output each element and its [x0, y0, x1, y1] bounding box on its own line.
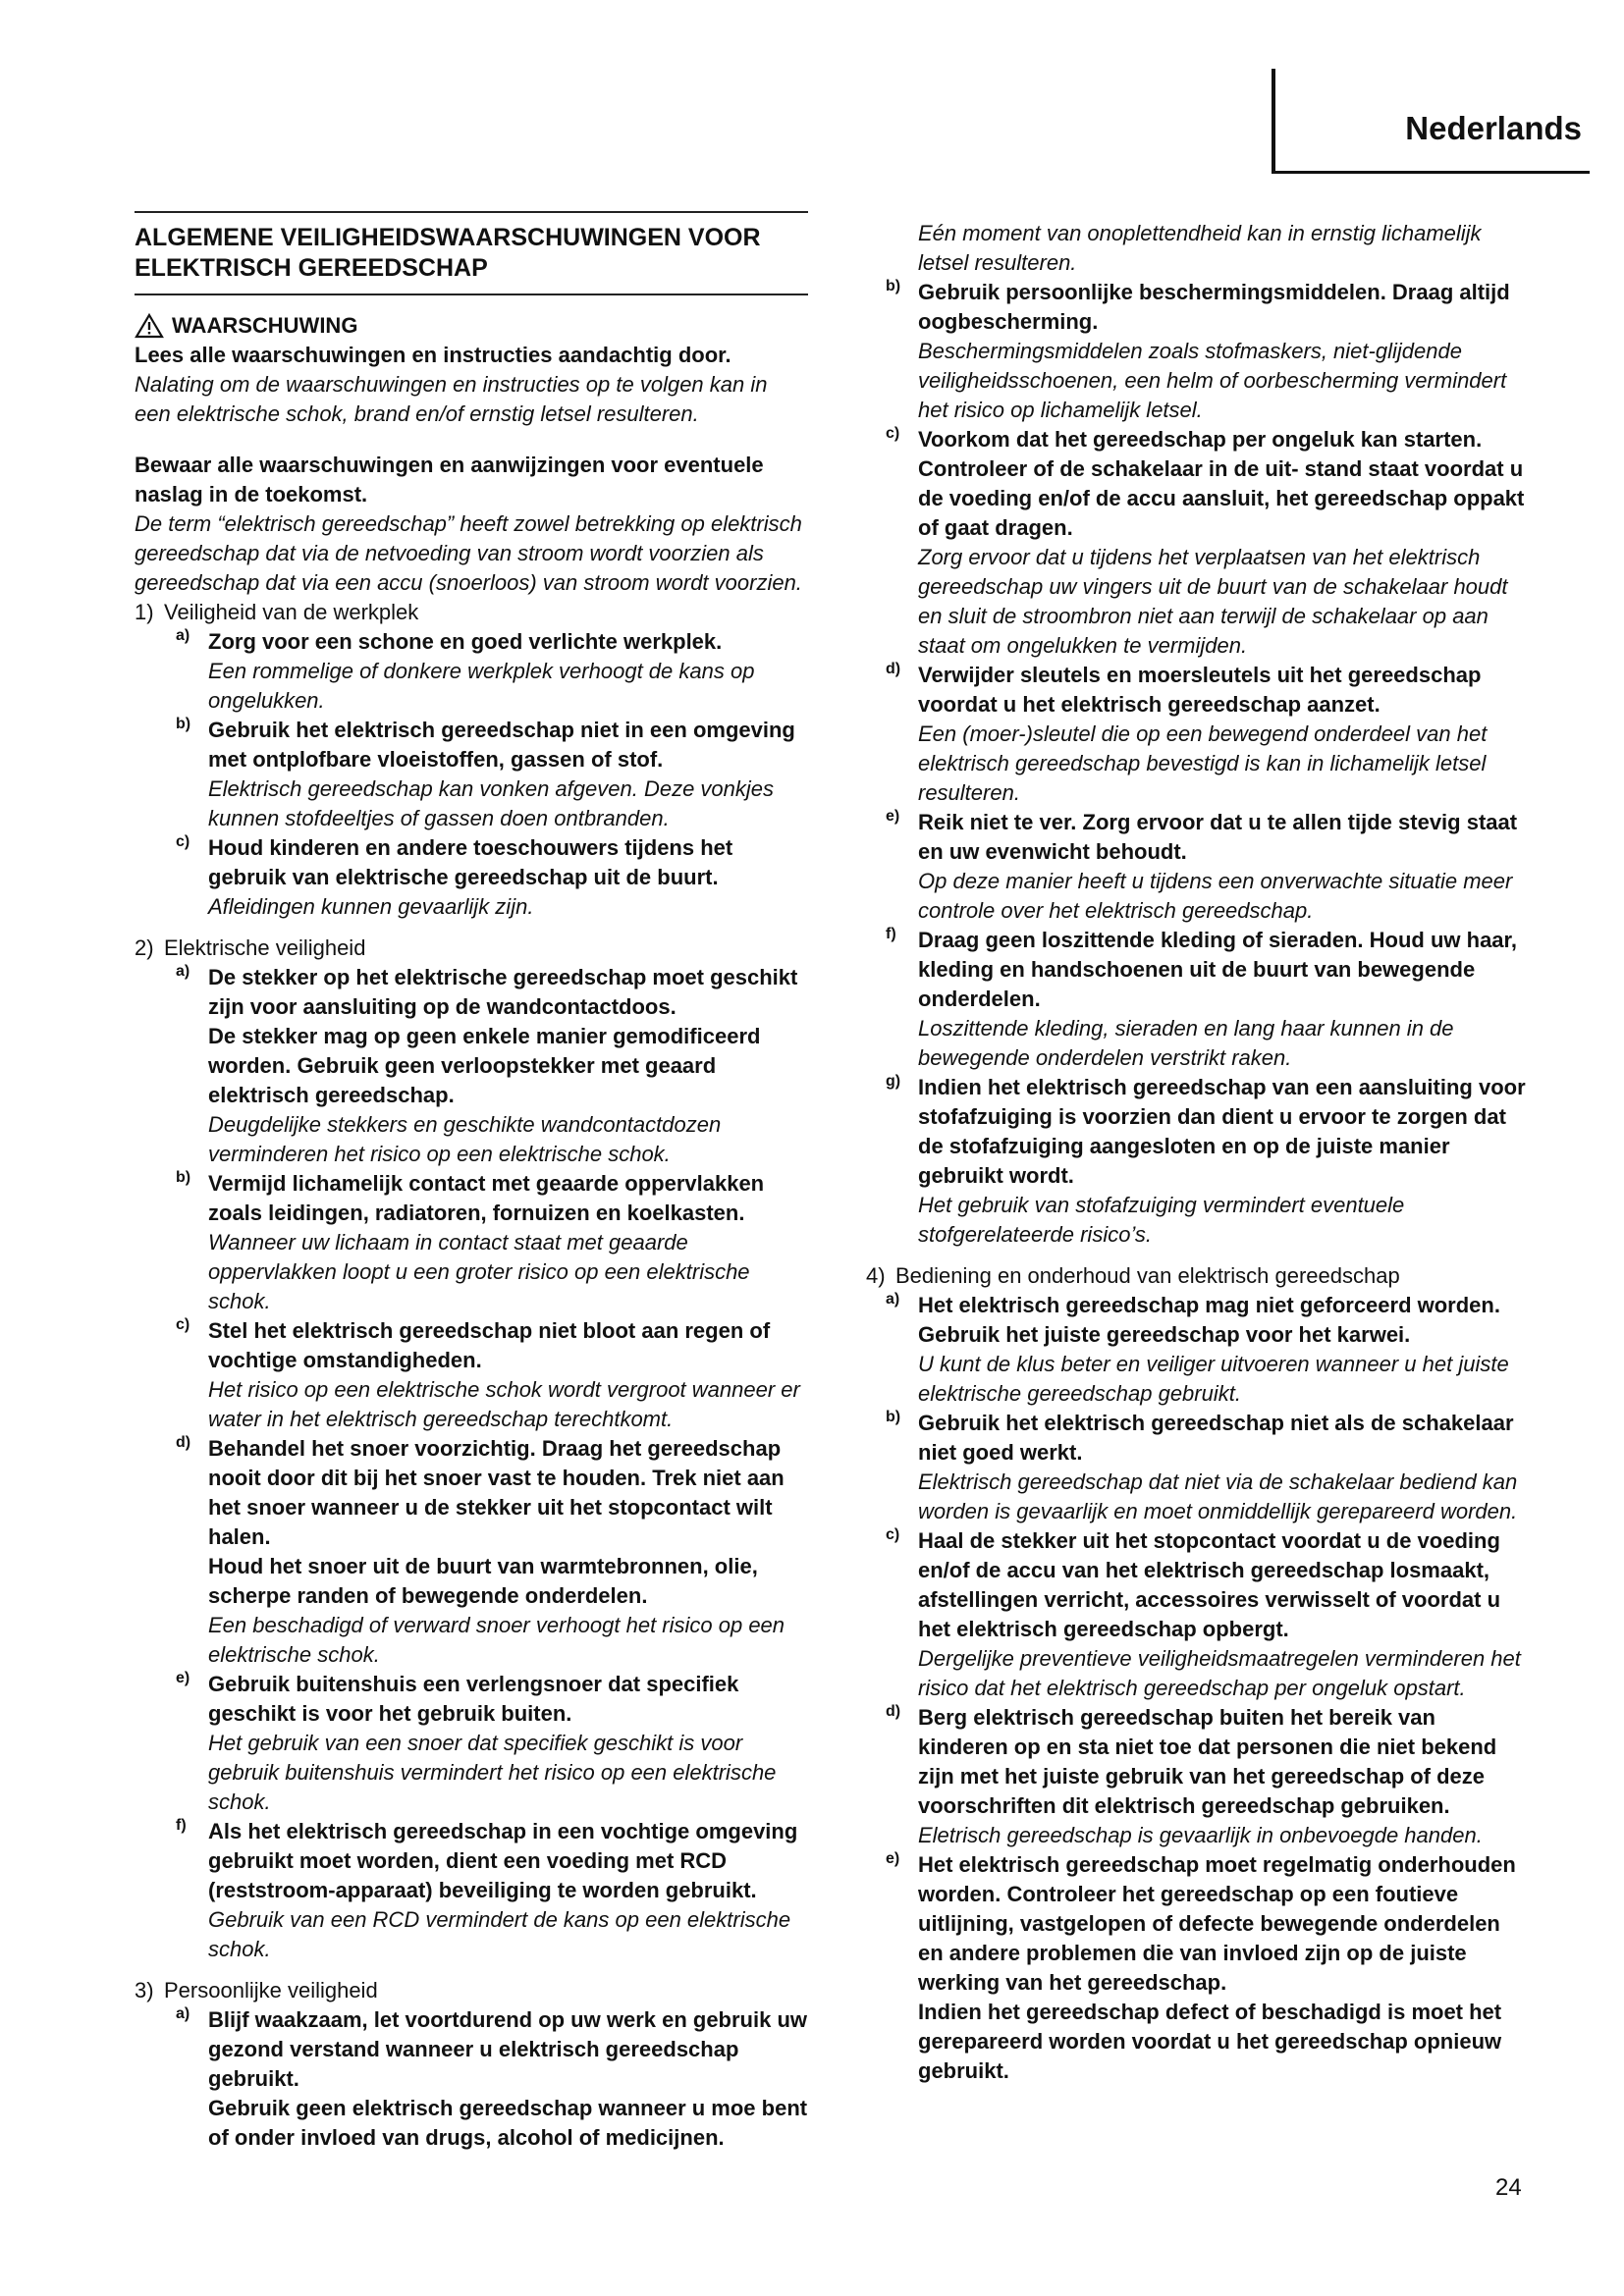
warning-italic: Nalating om de waarschuwingen en instructies op te volgen kan in een elektrische schok, brand en/of ernstig letsel resulteren.	[135, 372, 768, 426]
list-item: a) Blijf waakzaam, let voortdurend op uw werk en gebruik uw gezond verstand wanneer u elektrisch gereedschap gebruikt. Gebruik geen elektrisch gereedschap wanneer u moe bent of onder invloed van drugs, alcohol of medicijnen.	[176, 2005, 808, 2150]
language-label: Nederlands	[1405, 110, 1582, 146]
list-item: b) Gebruik het elektrisch gereedschap niet in een omgeving met ontplofbare vloeistoffen, gassen of stof. Elektrisch gereedschap kan vonken afgeven. Deze vonkjes kunnen stofdeeltjes of gassen doen ontbranden.	[176, 716, 795, 830]
section-title: ALGEMENE VEILIGHEIDSWAARSCHUWINGEN VOOR ELEKTRISCH GEREEDSCHAP	[135, 213, 808, 295]
right-column	[866, 219, 1528, 2086]
list-item: c) Houd kinderen en andere toeschouwers tijdens het gebruik van elektrische gereedschap uit de buurt. Afleidingen kunnen gevaarlijk zijn.	[176, 833, 733, 919]
list-item: f) Als het elektrisch gereedschap in een vochtige omgeving gebruikt moet worden, dient een voeding met RCD (reststroom-apparaat) beveiliging te worden gebruikt. Gebruik van een RCD vermindert de kans op een elektrische schok.	[176, 1817, 798, 1961]
list-item-continued: Eén moment van onoplettendheid kan in ernstig lichamelijk letsel resulteren.	[918, 221, 1482, 275]
list-item: c) Stel het elektrisch gereedschap niet bloot aan regen of vochtige omstandigheden. Het risico op een elektrische schok wordt vergroot wanneer er water in het elektrisch gereedschap terechtkomt.	[176, 1316, 800, 1431]
page-number: 24	[1495, 2174, 1522, 2201]
list-item: c) Haal de stekker uit het stopcontact voordat u de voeding en/of de accu van het elektrisch gereedschap losmaakt, afstellingen verricht, accessoires verwisselt of voordat u het elektrisch gereedschap opbergt. Dergelijke preventieve veiligheidsmaatregelen verminderen het risico dat het elektrisch gereedschap per ongeluk opstart.	[886, 1526, 1521, 1700]
list-item: d) Berg elektrisch gereedschap buiten het bereik van kinderen op en sta niet toe dat personen die niet bekend zijn met het juiste gebruik van het gereedschap of deze voorschriften dit elektrisch gereedschap gebruiken. Eletrisch gereedschap is gevaarlijk in onbevoegde handen.	[886, 1703, 1497, 1847]
list-item: a) Zorg voor een schone en goed verlichte werkplek. Een rommelige of donkere werkplek verhoogt de kans op ongelukken.	[176, 627, 755, 713]
list-item: c) Voorkom dat het gereedschap per ongeluk kan starten. Controleer of de schakelaar in de uit- stand staat voordat u de voeding en/of de accu aansluit, het gereedschap oppakt of gaat dragen. Zorg ervoor dat u tijdens het verplaatsen van het elektrisch gereedschap uw vingers uit de buurt van de schakelaar houdt en sluit de stroombron niet aan terwijl de schakelaar op aan staat om ongelukken te vermijden.	[886, 425, 1525, 658]
section-4-heading: 4) Bediening en onderhoud van elektrisch gereedschap	[866, 1263, 1400, 1288]
list-item: b) Gebruik het elektrisch gereedschap niet als de schakelaar niet goed werkt. Elektrisch gereedschap dat niet via de schakelaar bediend kan worden is gevaarlijk en moet onmiddellijk gerepareerd worden.	[886, 1409, 1518, 1523]
list-item: d) Behandel het snoer voorzichtig. Draag het gereedschap nooit door dit bij het snoer vast te houden. Trek niet aan het snoer wanneer u de stekker uit het stopcontact wilt halen. Houd het snoer uit de buurt van warmtebronnen, olie, scherpe randen of bewegende onderdelen. Een beschadigd of verward snoer verhoogt het risico op een elektrische schok.	[176, 1434, 785, 1667]
warning-heading	[135, 311, 808, 341]
section-1-heading: 1) Veiligheid van de werkplek	[135, 600, 419, 624]
section-3-heading: 3) Persoonlijke veiligheid	[135, 1978, 378, 2002]
warning-triangle-icon	[135, 313, 164, 339]
list-item: b) Gebruik persoonlijke beschermingsmiddelen. Draag altijd oogbescherming. Beschermingsmiddelen zoals stofmaskers, niet-glijdende veiligheidsschoenen, een helm of oorbescherming vermindert het risico op lichamelijk letsel.	[886, 278, 1510, 422]
list-item: g) Indien het elektrisch gereedschap van een aansluiting voor stofafzuiging is voorzien dan dient u ervoor te zorgen dat de stofafzuiging aangesloten en op de juiste manier gebruikt wordt. Het gebruik van stofafzuiging vermindert eventuele stofgerelateerde risico’s.	[886, 1073, 1526, 1247]
warning-bold: Lees alle waarschuwingen en instructies aandachtig door.	[135, 343, 731, 367]
warning-label: WAARSCHUWING	[172, 313, 358, 338]
list-item: e) Het elektrisch gereedschap moet regelmatig onderhouden worden. Controleer het gereedschap op een foutieve uitlijning, vastgelopen of defecte bewegende onderdelen en andere problemen die van invloed zijn op de juiste werking van het gereedschap. Indien het gereedschap defect of beschadigd is moet het gerepareerd worden voordat u het gereedschap opnieuw gebruikt.	[886, 1850, 1516, 2083]
list-item: a) Het elektrisch gereedschap mag niet geforceerd worden. Gebruik het juiste gereedschap voor het karwei. U kunt de klus beter en veiliger uitvoeren wanneer u het juiste elektrische gereedschap gebruikt.	[886, 1291, 1509, 1406]
list-item: e) Gebruik buitenshuis een verlengsnoer dat specifiek geschikt is voor het gebruik buiten. Het gebruik van een snoer dat specifiek geschikt is voor gebruik buitenshuis vermindert het risico op een elektrische schok.	[176, 1670, 777, 1814]
keep-bold: Bewaar alle waarschuwingen en aanwijzingen voor eventuele naslag in de toekomst.	[135, 453, 764, 507]
list-item: f) Draag geen loszittende kleding of sieraden. Houd uw haar, kleding en handschoenen uit de buurt van bewegende onderdelen. Loszittende kleding, sieraden en lang haar kunnen in de bewegende onderdelen verstrikt raken.	[886, 926, 1518, 1070]
left-column	[135, 211, 808, 2153]
section-2-heading: 2) Elektrische veiligheid	[135, 935, 366, 960]
language-tab	[1272, 69, 1590, 174]
keep-italic: De term “elektrisch gereedschap” heeft zowel betrekking op elektrisch gereedschap dat via de netvoeding van stroom wordt voorzien als gereedschap dat via een accu (snoerloos) van stroom wordt voorzien.	[135, 511, 802, 595]
list-item: d) Verwijder sleutels en moersleutels uit het gereedschap voordat u het elektrisch gereedschap aanzet. Een (moer-)sleutel die op een bewegend onderdeel van het elektrisch gereedschap bevestigd is kan in lichamelijk letsel resulteren.	[886, 661, 1488, 805]
list-item: b) Vermijd lichamelijk contact met geaarde oppervlakken zoals leidingen, radiatoren, fornuizen en koelkasten. Wanneer uw lichaam in contact staat met geaarde oppervlakken loopt u een groter risico op een elektrische schok.	[176, 1169, 765, 1313]
list-item: e) Reik niet te ver. Zorg ervoor dat u te allen tijde stevig staat en uw evenwicht behoudt. Op deze manier heeft u tijdens een onverwachte situatie meer controle over het elektrisch gereedschap.	[886, 808, 1518, 923]
list-item: a) De stekker op het elektrische gereedschap moet geschikt zijn voor aansluiting op de wandcontactdoos. De stekker mag op geen enkele manier gemodificeerd worden. Gebruik geen verloopstekker met geaard elektrisch gereedschap. Deugdelijke stekkers en geschikte wandcontactdozen verminderen het risico op een elektrische schok.	[176, 963, 798, 1166]
